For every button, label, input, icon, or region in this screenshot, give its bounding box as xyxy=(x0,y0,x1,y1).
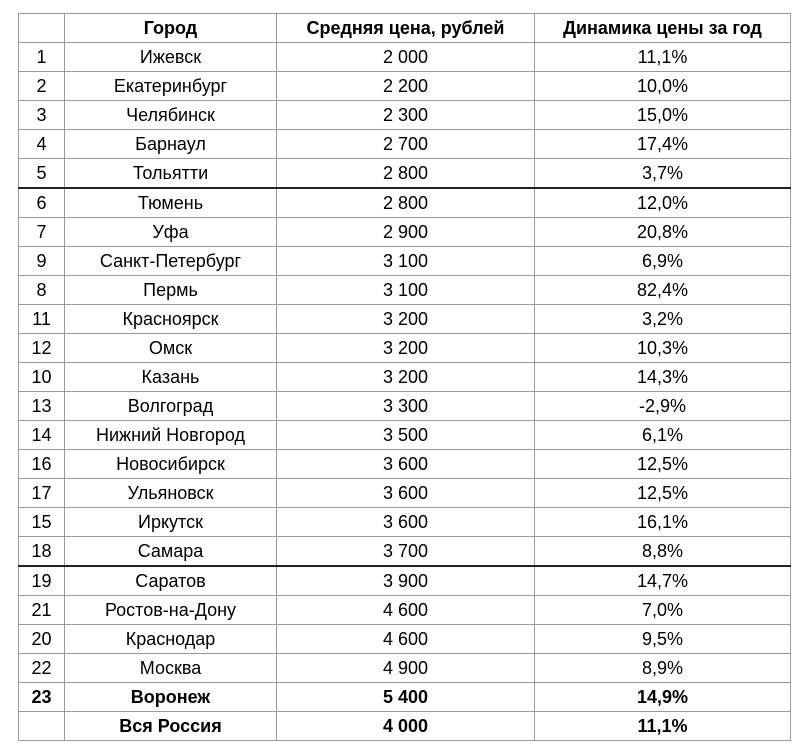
average-price-cell: 4 000 xyxy=(277,712,535,741)
row-number-cell: 3 xyxy=(19,101,65,130)
average-price-cell: 3 300 xyxy=(277,392,535,421)
average-price-cell: 2 300 xyxy=(277,101,535,130)
table-row xyxy=(19,43,791,72)
city-cell: Пермь xyxy=(65,276,277,305)
row-number-cell: 6 xyxy=(19,188,65,218)
table-row xyxy=(19,363,791,392)
city-cell: Волгоград xyxy=(65,392,277,421)
price-dynamics-cell: 3,2% xyxy=(535,305,791,334)
price-dynamics-cell: 20,8% xyxy=(535,218,791,247)
city-price-table xyxy=(18,13,791,741)
header-city: Город xyxy=(65,14,277,43)
city-cell: Тюмень xyxy=(65,188,277,218)
price-dynamics-cell: 15,0% xyxy=(535,101,791,130)
table-row xyxy=(19,712,791,741)
city-cell: Самара xyxy=(65,537,277,567)
average-price-cell: 4 600 xyxy=(277,625,535,654)
price-dynamics-cell: 6,1% xyxy=(535,421,791,450)
header-number xyxy=(19,14,65,43)
row-number-cell: 4 xyxy=(19,130,65,159)
table-row xyxy=(19,479,791,508)
row-number-cell: 20 xyxy=(19,625,65,654)
table-row xyxy=(19,130,791,159)
row-number-cell: 5 xyxy=(19,159,65,189)
row-number-cell: 7 xyxy=(19,218,65,247)
table-row xyxy=(19,537,791,567)
price-dynamics-cell: 6,9% xyxy=(535,247,791,276)
city-cell: Новосибирск xyxy=(65,450,277,479)
average-price-cell: 3 100 xyxy=(277,247,535,276)
price-dynamics-cell: 7,0% xyxy=(535,596,791,625)
table-row xyxy=(19,305,791,334)
header-price-dynamics: Динамика цены за год xyxy=(535,14,791,43)
price-dynamics-cell: 12,5% xyxy=(535,479,791,508)
average-price-cell: 3 200 xyxy=(277,334,535,363)
average-price-cell: 3 600 xyxy=(277,450,535,479)
header-row xyxy=(19,14,791,43)
city-cell: Тольятти xyxy=(65,159,277,189)
city-cell: Вся Россия xyxy=(65,712,277,741)
table-row xyxy=(19,188,791,218)
average-price-cell: 2 900 xyxy=(277,218,535,247)
table-row xyxy=(19,421,791,450)
table-row xyxy=(19,683,791,712)
price-table-container xyxy=(18,13,790,741)
table-row xyxy=(19,654,791,683)
row-number-cell: 18 xyxy=(19,537,65,567)
city-cell: Краснодар xyxy=(65,625,277,654)
city-cell: Омск xyxy=(65,334,277,363)
table-row xyxy=(19,508,791,537)
table-row xyxy=(19,392,791,421)
city-cell: Уфа xyxy=(65,218,277,247)
average-price-cell: 2 700 xyxy=(277,130,535,159)
row-number-cell: 17 xyxy=(19,479,65,508)
row-number-cell: 2 xyxy=(19,72,65,101)
average-price-cell: 2 800 xyxy=(277,188,535,218)
row-number-cell: 23 xyxy=(19,683,65,712)
price-dynamics-cell: 8,8% xyxy=(535,537,791,567)
average-price-cell: 4 900 xyxy=(277,654,535,683)
row-number-cell: 10 xyxy=(19,363,65,392)
average-price-cell: 3 700 xyxy=(277,537,535,567)
row-number-cell: 13 xyxy=(19,392,65,421)
city-cell: Воронеж xyxy=(65,683,277,712)
city-cell: Иркутск xyxy=(65,508,277,537)
price-dynamics-cell: 82,4% xyxy=(535,276,791,305)
city-cell: Челябинск xyxy=(65,101,277,130)
row-number-cell: 22 xyxy=(19,654,65,683)
row-number-cell xyxy=(19,712,65,741)
table-row xyxy=(19,334,791,363)
average-price-cell: 3 600 xyxy=(277,508,535,537)
row-number-cell: 11 xyxy=(19,305,65,334)
row-number-cell: 16 xyxy=(19,450,65,479)
table-header xyxy=(19,14,791,43)
row-number-cell: 8 xyxy=(19,276,65,305)
table-row xyxy=(19,159,791,189)
row-number-cell: 19 xyxy=(19,566,65,596)
city-cell: Нижний Новгород xyxy=(65,421,277,450)
price-dynamics-cell: 3,7% xyxy=(535,159,791,189)
table-row xyxy=(19,625,791,654)
city-cell: Казань xyxy=(65,363,277,392)
average-price-cell: 4 600 xyxy=(277,596,535,625)
price-dynamics-cell: 14,7% xyxy=(535,566,791,596)
city-cell: Ростов-на-Дону xyxy=(65,596,277,625)
row-number-cell: 1 xyxy=(19,43,65,72)
table-row xyxy=(19,596,791,625)
city-cell: Красноярск xyxy=(65,305,277,334)
city-cell: Саратов xyxy=(65,566,277,596)
price-dynamics-cell: 9,5% xyxy=(535,625,791,654)
price-dynamics-cell: 10,0% xyxy=(535,72,791,101)
table-row xyxy=(19,450,791,479)
price-dynamics-cell: 11,1% xyxy=(535,712,791,741)
average-price-cell: 2 200 xyxy=(277,72,535,101)
price-dynamics-cell: 14,9% xyxy=(535,683,791,712)
price-dynamics-cell: 8,9% xyxy=(535,654,791,683)
average-price-cell: 3 500 xyxy=(277,421,535,450)
header-average-price: Средняя цена, рублей xyxy=(277,14,535,43)
row-number-cell: 15 xyxy=(19,508,65,537)
row-number-cell: 9 xyxy=(19,247,65,276)
average-price-cell: 3 200 xyxy=(277,305,535,334)
table-row xyxy=(19,247,791,276)
average-price-cell: 2 800 xyxy=(277,159,535,189)
average-price-cell: 3 900 xyxy=(277,566,535,596)
city-cell: Барнаул xyxy=(65,130,277,159)
price-dynamics-cell: 12,0% xyxy=(535,188,791,218)
price-dynamics-cell: 17,4% xyxy=(535,130,791,159)
price-dynamics-cell: 11,1% xyxy=(535,43,791,72)
city-cell: Ульяновск xyxy=(65,479,277,508)
table-row xyxy=(19,566,791,596)
price-dynamics-cell: 14,3% xyxy=(535,363,791,392)
row-number-cell: 12 xyxy=(19,334,65,363)
city-cell: Санкт-Петербург xyxy=(65,247,277,276)
table-row xyxy=(19,276,791,305)
city-cell: Москва xyxy=(65,654,277,683)
price-dynamics-cell: 10,3% xyxy=(535,334,791,363)
table-row xyxy=(19,218,791,247)
row-number-cell: 14 xyxy=(19,421,65,450)
row-number-cell: 21 xyxy=(19,596,65,625)
city-cell: Ижевск xyxy=(65,43,277,72)
price-dynamics-cell: 16,1% xyxy=(535,508,791,537)
table-body xyxy=(19,43,791,741)
average-price-cell: 3 100 xyxy=(277,276,535,305)
city-cell: Екатеринбург xyxy=(65,72,277,101)
price-dynamics-cell: -2,9% xyxy=(535,392,791,421)
average-price-cell: 3 200 xyxy=(277,363,535,392)
table-row xyxy=(19,72,791,101)
average-price-cell: 3 600 xyxy=(277,479,535,508)
average-price-cell: 2 000 xyxy=(277,43,535,72)
table-row xyxy=(19,101,791,130)
average-price-cell: 5 400 xyxy=(277,683,535,712)
price-dynamics-cell: 12,5% xyxy=(535,450,791,479)
